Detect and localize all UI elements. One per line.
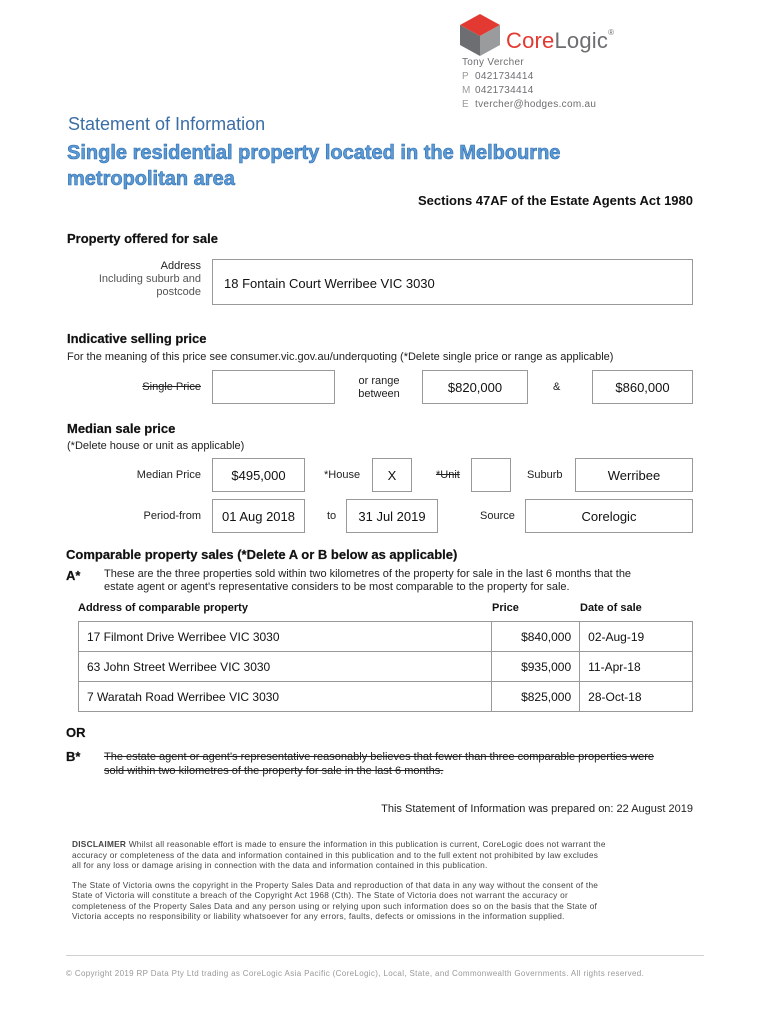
disclaimer [72,839,697,922]
col-date-header: Date of sale [580,602,642,614]
disclaimer-p1-l3: all for any loss or damage arising in connection with the data and information contained in this publication. [72,860,488,870]
period-to-value: 31 Jul 2019 [358,508,426,524]
address-label-line-2: Including suburb and [98,273,201,285]
comparable-date-cell[interactable]: 02-Aug-19 [580,622,693,652]
period-from-value: 01 Aug 2018 [221,508,296,524]
sections-reference: Sections 47AF of the Estate Agents Act 1980 [417,193,693,208]
median-heading: Median sale price [67,421,176,436]
indicative-note: For the meaning of this price see consumer.vic.gov.au/underquoting (*Delete single price or range as applicable) [67,351,614,363]
wordmark-core: Core [506,28,555,53]
or-separator: OR [66,725,86,740]
period-from-label: Period-from [143,510,201,522]
comparable-table [78,621,693,712]
to-label: to [327,510,337,522]
source-field[interactable] [525,499,693,533]
phone-key: P [462,71,469,82]
median-price-field[interactable] [212,458,305,492]
agent-mobile: 0421734414 [475,85,534,96]
agent-mobile-row [462,84,662,98]
address-field[interactable] [212,259,693,305]
option-b-text-line-1: The estate agent or agent's representative reasonably believes that fewer than three comparable properties were [104,751,654,763]
statement-title: Statement of Information [68,114,266,134]
address-label-line-3: postcode [156,286,201,298]
address-value: 18 Fontain Court Werribee VIC 3030 [224,276,435,291]
suburb-field[interactable] [575,458,693,492]
option-a-text-line-1: These are the three properties sold within two kilometres of the property for sale in the last 6 months that the [104,568,632,580]
table-row [79,652,693,682]
range-ampersand: & [553,381,561,393]
house-label: *House [324,469,361,481]
unit-checkbox[interactable] [471,458,511,492]
corelogic-cube-icon [458,12,502,58]
source-label: Source [480,510,515,522]
median-price-label: Median Price [136,469,201,481]
disclaimer-p1-l2: accuracy or completeness of the data and information contained in this publication and to the full extent not prohibited by law excludes [72,849,599,860]
median-price-value: $495,000 [231,467,286,483]
range-high-value: $860,000 [615,379,670,395]
option-b-text [104,750,654,778]
corelogic-logo [458,12,648,58]
comparable-heading: Comparable property sales (*Delete A or B below as applicable) [66,547,458,562]
range-label [345,375,413,401]
option-b-marker: B* [66,749,81,764]
agent-email: tvercher@hodges.com.au [475,99,597,110]
disclaimer-label: DISCLAIMER [72,839,127,849]
unit-mark [472,459,510,491]
option-a-text-line-2: estate agent or agent's representative considers to be most comparable to the property for sale. [104,581,570,593]
comparable-date-cell[interactable]: 28-Oct-18 [580,682,693,712]
property-heading: Property offered for sale [67,231,218,246]
single-price-label: Single Price [142,381,201,393]
prepared-date: This Statement of Information was prepared on: 22 August 2019 [381,803,693,815]
disclaimer-p1-l1: Whilst all reasonable effort is made to ensure the information in this publication is current, CoreLogic does not warrant the [128,839,606,849]
period-to-field[interactable] [346,499,438,533]
range-low-value: $820,000 [447,379,503,395]
main-title-line-2: metropolitan area [67,168,235,190]
disclaimer-line-1 [72,839,697,850]
suburb-value: Werribee [607,467,661,483]
agent-phone: 0421734414 [475,71,534,82]
mobile-key: M [462,85,471,96]
disclaimer-p2-l2: State of Victoria will constitute a breach of the Copyright Act 1968 (Cth). The State of Victoria does not warrant the accuracy or [72,890,568,900]
range-low-field[interactable] [422,370,528,404]
comparable-table-body [79,622,693,712]
main-title [67,140,667,192]
address-label [60,260,201,299]
comparable-address-cell[interactable]: 63 John Street Werribee VIC 3030 [79,652,492,682]
copyright-footer: © Copyright 2019 RP Data Pty Ltd trading as CoreLogic Asia Pacific (CoreLogic), Local, State, and Commonwealth Governments. All rights reserved. [66,969,645,978]
comparable-address-cell[interactable]: 17 Filmont Drive Werribee VIC 3030 [79,622,492,652]
comparable-address-cell[interactable]: 7 Waratah Road Werribee VIC 3030 [79,682,492,712]
suburb-label: Suburb [527,469,563,481]
house-checkbox[interactable] [372,458,412,492]
comparable-price-cell[interactable]: $935,000 [492,652,580,682]
period-from-field[interactable] [212,499,305,533]
col-address-header: Address of comparable property [78,602,248,614]
wordmark-trademark: ® [608,28,615,37]
range-label-line-2: between [358,388,400,400]
source-value: Corelogic [581,508,637,524]
comparable-date-cell[interactable]: 11-Apr-18 [580,652,693,682]
agent-phone-row [462,70,662,84]
range-high-field[interactable] [592,370,693,404]
agent-email-row [462,98,662,112]
email-key: E [462,99,469,110]
table-row [79,622,693,652]
comparable-price-cell[interactable]: $825,000 [492,682,580,712]
wordmark-logic: Logic [554,28,609,53]
option-a-marker: A* [66,568,81,583]
single-price-field[interactable] [212,370,335,404]
disclaimer-p2-l4: Victoria accepts no responsibility or liability whatsoever for any errors, faults, defects or omissions in the information supplied. [72,911,565,921]
range-label-line-1: or range [358,375,400,387]
disclaimer-p2-l3: completeness of the Property Sales Data and any person using or relying upon such information does so on the basis that the State of [72,900,598,911]
indicative-heading: Indicative selling price [67,331,207,346]
option-b-text-line-2: sold within two kilometres of the property for sale in the last 6 months. [104,765,444,777]
main-title-line-1: Single residential property located in the Melbourne [67,142,561,164]
footer-divider [66,955,704,956]
option-a-text [104,568,631,594]
disclaimer-p2-l1: The State of Victoria owns the copyright in the Property Sales Data and reproduction of that data in any way without the consent of the [72,879,599,890]
address-label-line-1: Address [160,260,201,272]
house-mark: X [387,467,397,483]
col-price-header: Price [492,602,519,614]
unit-label: *Unit [436,469,460,481]
agent-contact [462,56,662,112]
comparable-price-cell[interactable]: $840,000 [492,622,580,652]
single-price-value [213,371,334,403]
table-row [79,682,693,712]
corelogic-wordmark [506,28,614,54]
agent-name: Tony Vercher [462,57,524,68]
median-note: (*Delete house or unit as applicable) [67,440,245,452]
